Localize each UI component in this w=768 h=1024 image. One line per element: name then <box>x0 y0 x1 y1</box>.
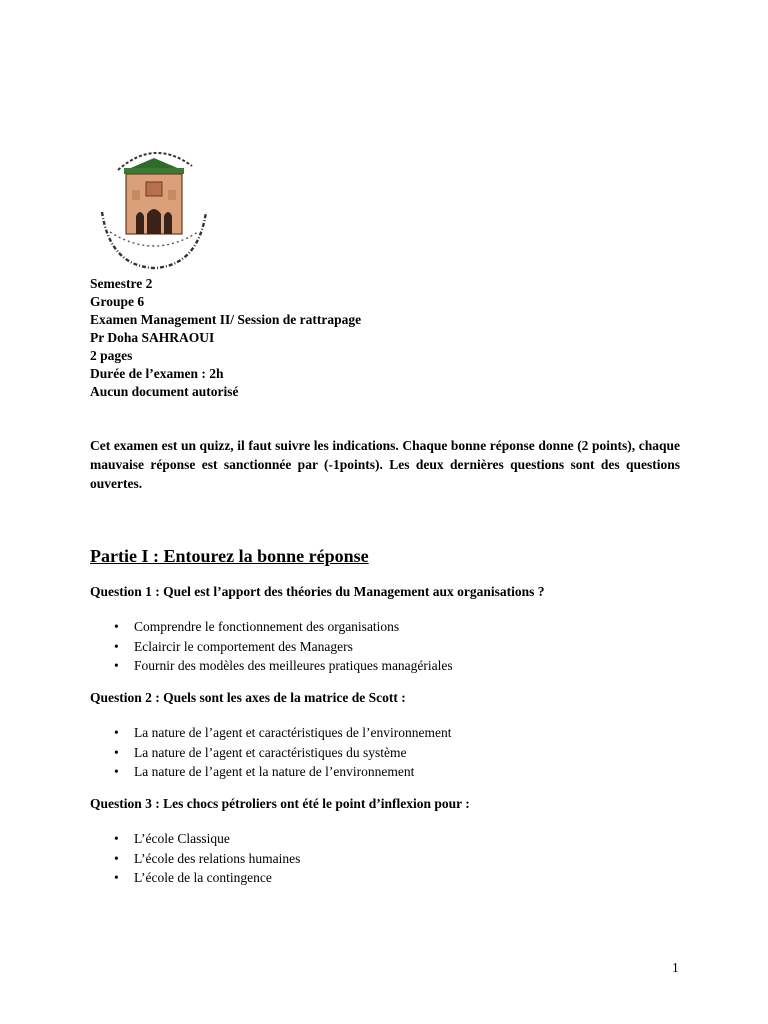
option: • L’école Classique <box>96 829 676 849</box>
question-2-options <box>96 723 676 782</box>
header-professor: Pr Doha SAHRAOUI <box>90 330 215 345</box>
option: • Eclaircir le comportement des Managers <box>96 637 676 657</box>
option: • La nature de l’agent et la nature de l’environnement <box>96 762 676 782</box>
university-logo-icon <box>96 140 212 276</box>
header-semester: Semestre 2 <box>90 276 153 291</box>
instructions-paragraph: Cet examen est un quizz, il faut suivre les indications. Chaque bonne réponse donne (2 points), chaque mauvaise réponse est sanctionnée par (-1points). Les deux dernières questions sont des questions ouvertes. <box>90 438 680 491</box>
exam-header <box>90 275 690 401</box>
option: • Fournir des modèles des meilleures pratiques managériales <box>96 656 676 676</box>
part-title: Partie I : Entourez la bonne réponse <box>90 546 369 566</box>
option: • Comprendre le fonctionnement des organisations <box>96 617 676 637</box>
option: • L’école de la contingence <box>96 868 676 888</box>
header-documents: Aucun document autorisé <box>90 384 239 399</box>
header-group: Groupe 6 <box>90 294 145 309</box>
question-2: Question 2 : Quels sont les axes de la matrice de Scott : <box>90 690 406 705</box>
page-number: 1 <box>672 960 679 975</box>
question-3: Question 3 : Les chocs pétroliers ont été le point d’inflexion pour : <box>90 796 470 811</box>
question-1-options <box>96 617 676 676</box>
question-1: Question 1 : Quel est l’apport des théories du Management aux organisations ? <box>90 584 545 599</box>
question-3-options <box>96 829 676 888</box>
option: • La nature de l’agent et caractéristiques de l’environnement <box>96 723 676 743</box>
option: • L’école des relations humaines <box>96 849 676 869</box>
header-exam-title: Examen Management II/ Session de rattrapage <box>90 312 362 327</box>
header-duration: Durée de l’examen : 2h <box>90 366 224 381</box>
option: • La nature de l’agent et caractéristiques du système <box>96 743 676 763</box>
header-pages: 2 pages <box>90 348 133 363</box>
